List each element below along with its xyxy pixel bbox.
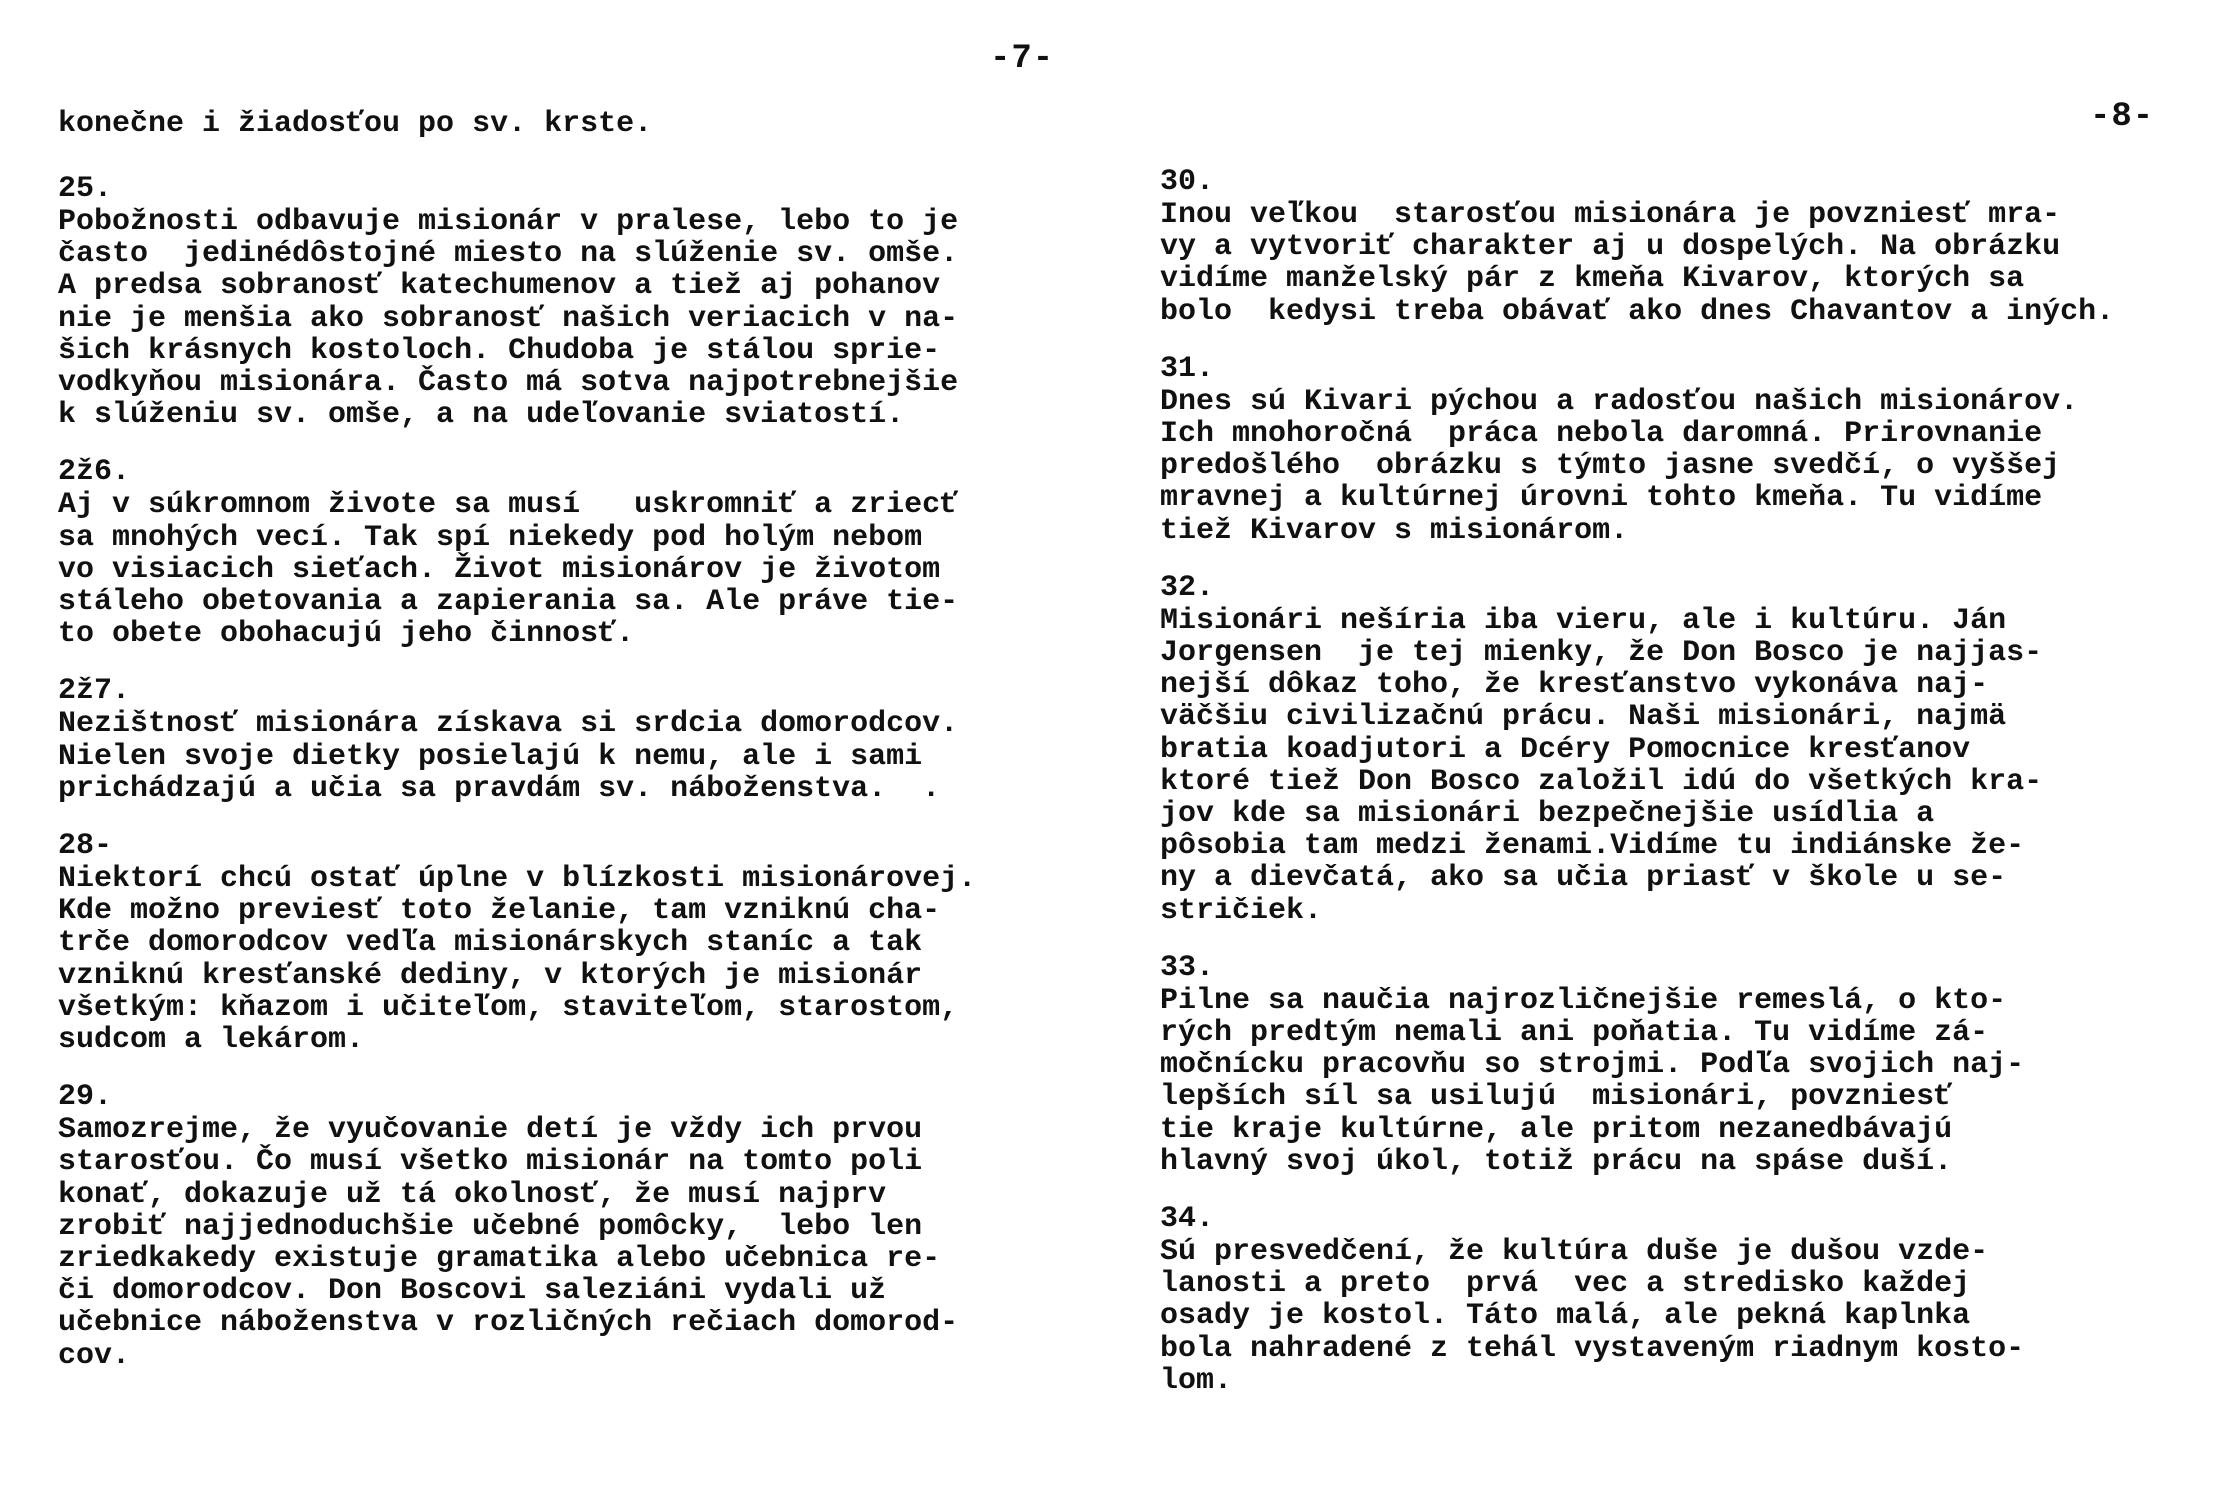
text-line: Nielen svoje dietky posielajú k nemu, ale i sami — [58, 739, 923, 774]
text-line: hlavný svoj úkol, totiž prácu na spáse duší. — [1160, 1144, 1953, 1179]
text-line: všetkým: kňazom i učiteľom, staviteľom, starostom, — [58, 990, 959, 1025]
paragraph — [1160, 165, 2220, 328]
text-line: Samozrejme, že vyučovanie detí je vždy ich prvou — [58, 1113, 923, 1148]
text-line: Pilne sa naučia najrozličnejšie remeslá, o kto- — [1160, 983, 2007, 1018]
text-line: bratia koadjutori a Dcéry Pomocnice kresťanov — [1160, 732, 1971, 767]
text-line: stáleho obetovania a zapierania sa. Ale práve tie- — [58, 585, 959, 620]
left-page-number: -7- — [990, 40, 1055, 78]
paragraph — [1160, 352, 2220, 547]
text-line: predošlého obrázku s týmto jasne svedčí, o vyššej — [1160, 449, 2061, 484]
left-opening-line: konečne i žiadosťou po sv. krste. — [58, 107, 653, 141]
text-line: prichádzajú a učia sa pravdám sv. náboženstva. . — [58, 771, 941, 806]
text-line: zrobiť najjednoduchšie učebné pomôcky, lebo len — [58, 1209, 923, 1244]
text-line: väčšiu civilizačnú prácu. Naši misionári, najmä — [1160, 700, 2007, 735]
text-line: bola nahradené z tehál vystaveným riadnym kosto- — [1160, 1331, 2025, 1366]
text-line: bolo kedysi treba obávať ako dnes Chavantov a iných. — [1160, 294, 2115, 329]
text-line: mravnej a kultúrnej úrovni tohto kmeňa. Tu vidíme — [1160, 481, 2043, 516]
text-line: zriedkakedy existuje gramatika alebo učebnica re- — [58, 1242, 941, 1277]
paragraph — [1160, 571, 2220, 927]
paragraph-number: 2ž7. — [58, 674, 131, 709]
text-line: vidíme manželský pár z kmeňa Kivarov, ktorých sa — [1160, 262, 2025, 297]
paragraph-number: 30. — [1160, 165, 1215, 199]
text-line: A predsa sobranosť katechumenov a tiež aj pohanov — [58, 269, 941, 304]
text-line: lanosti a preto prvá vec a stredisko každej — [1160, 1267, 1971, 1302]
text-line: stričiek. — [1160, 893, 1323, 928]
text-line: konať, dokazuje už tá okolnosť, že musí najprv — [58, 1177, 887, 1212]
text-line: vy a vytvoriť charakter aj u dospelých. Na obrázku — [1160, 230, 2061, 265]
paragraph-number: 31. — [1160, 351, 1215, 386]
text-line: tiež Kivarov s misionárom. — [1160, 513, 1629, 548]
text-line: cov. — [58, 1338, 131, 1373]
text-line: vodkyňou misionára. Často má sotva najpotrebnejšie — [58, 366, 959, 401]
text-line: šich krásnych kostoloch. Chudoba je stálou sprie- — [58, 333, 941, 368]
paragraph — [58, 829, 1108, 1056]
text-line: sa mnohých vecí. Tak spí niekedy pod holým nebom — [58, 520, 923, 555]
paragraph — [58, 674, 1108, 805]
paragraph-number: 25. — [58, 172, 113, 206]
text-line: Dnes sú Kivari pýchou a radosťou našich misionárov. — [1160, 384, 2079, 419]
text-line: ny a dievčatá, ako sa učia priasť v škole u se- — [1160, 861, 2007, 896]
text-line: či domorodcov. Don Boscovi saleziáni vydali už — [58, 1274, 887, 1309]
text-line: lepších síl sa usilujú misionári, povzniesť — [1160, 1080, 1953, 1115]
text-line: Inou veľkou starosťou misionára je povzniesť mra- — [1160, 198, 2061, 232]
paragraph — [1160, 951, 2220, 1178]
paragraph — [58, 172, 1108, 431]
text-line: osady je kostol. Táto malá, ale pekná kaplnka — [1160, 1299, 1971, 1334]
paragraph — [1160, 1202, 2220, 1397]
text-line: močnícku pracovňu so strojmi. Podľa svojich naj- — [1160, 1048, 2025, 1083]
text-line: sudcom a lekárom. — [58, 1023, 365, 1058]
text-line: ktoré tiež Don Bosco založil idú do všetkých kra- — [1160, 764, 2043, 799]
paragraph-number: 2ž6. — [58, 455, 131, 490]
text-line: Kde možno previesť toto želanie, tam vzniknú cha- — [58, 894, 941, 929]
text-line: vzniknú kresťanské dediny, v ktorých je misionár — [58, 958, 923, 993]
paragraph-number: 34. — [1160, 1202, 1215, 1237]
text-line: to obete obohacujú jeho činnosť. — [58, 617, 635, 652]
paragraph — [58, 455, 1108, 650]
right-paragraphs — [1160, 165, 2220, 1397]
paragraph-number: 33. — [1160, 950, 1215, 985]
right-page-number: -8- — [2090, 98, 2155, 136]
text-line: tie kraje kultúrne, ale pritom nezanedbávajú — [1160, 1112, 1953, 1147]
text-line: jov kde sa misionári bezpečnejšie usídlia a — [1160, 797, 1935, 832]
text-line: trče domorodcov vedľa misionárskych staníc a tak — [58, 926, 923, 961]
text-line: nejší dôkaz toho, že kresťanstvo vykonáva naj- — [1160, 668, 1989, 703]
text-line: lom. — [1160, 1363, 1233, 1398]
paragraph-number: 28- — [58, 829, 113, 864]
left-paragraphs — [58, 172, 1108, 1372]
text-line: Pobožnosti odbavuje misionár v pralese, lebo to je — [58, 205, 959, 239]
text-line: nie je menšia ako sobranosť našich veriacich v na- — [58, 301, 959, 336]
text-line: Jorgensen je tej mienky, že Don Bosco je najjas- — [1160, 636, 2043, 671]
text-line: učebnice náboženstva v rozličných rečiach domorod- — [58, 1306, 959, 1341]
left-page-column — [58, 108, 1108, 1372]
text-line: Sú presvedčení, že kultúra duše je dušou vzde- — [1160, 1235, 1989, 1270]
text-line: vo visiacich sieťach. Život misionárov je životom — [58, 552, 941, 587]
right-page-column — [1160, 165, 2220, 1397]
text-line: pôsobia tam medzi ženami.Vidíme tu indiánske že- — [1160, 829, 2025, 864]
paragraph — [58, 1080, 1108, 1372]
text-line: Nezištnosť misionára získava si srdcia domorodcov. — [58, 707, 959, 742]
paragraph-number: 32. — [1160, 570, 1215, 605]
paragraph-number: 29. — [58, 1080, 113, 1115]
text-line: rých predtým nemali ani poňatia. Tu vidíme zá- — [1160, 1016, 1989, 1051]
text-line: Niektorí chcú ostať úplne v blízkosti misionárovej. — [58, 862, 977, 897]
text-line: Aj v súkromnom živote sa musí uskromniť a zriecť — [58, 488, 959, 523]
text-line: starosťou. Čo musí všetko misionár na tomto poli — [58, 1145, 923, 1180]
text-line: Misionári nešíria iba vieru, ale i kultúru. Ján — [1160, 603, 2007, 638]
text-line: často jedinédôstojné miesto na slúženie sv. omše. — [58, 237, 959, 272]
text-line: Ich mnohoročná práca nebola daromná. Prirovnanie — [1160, 417, 2043, 452]
text-line: k slúženiu sv. omše, a na udeľovanie sviatostí. — [58, 398, 905, 433]
